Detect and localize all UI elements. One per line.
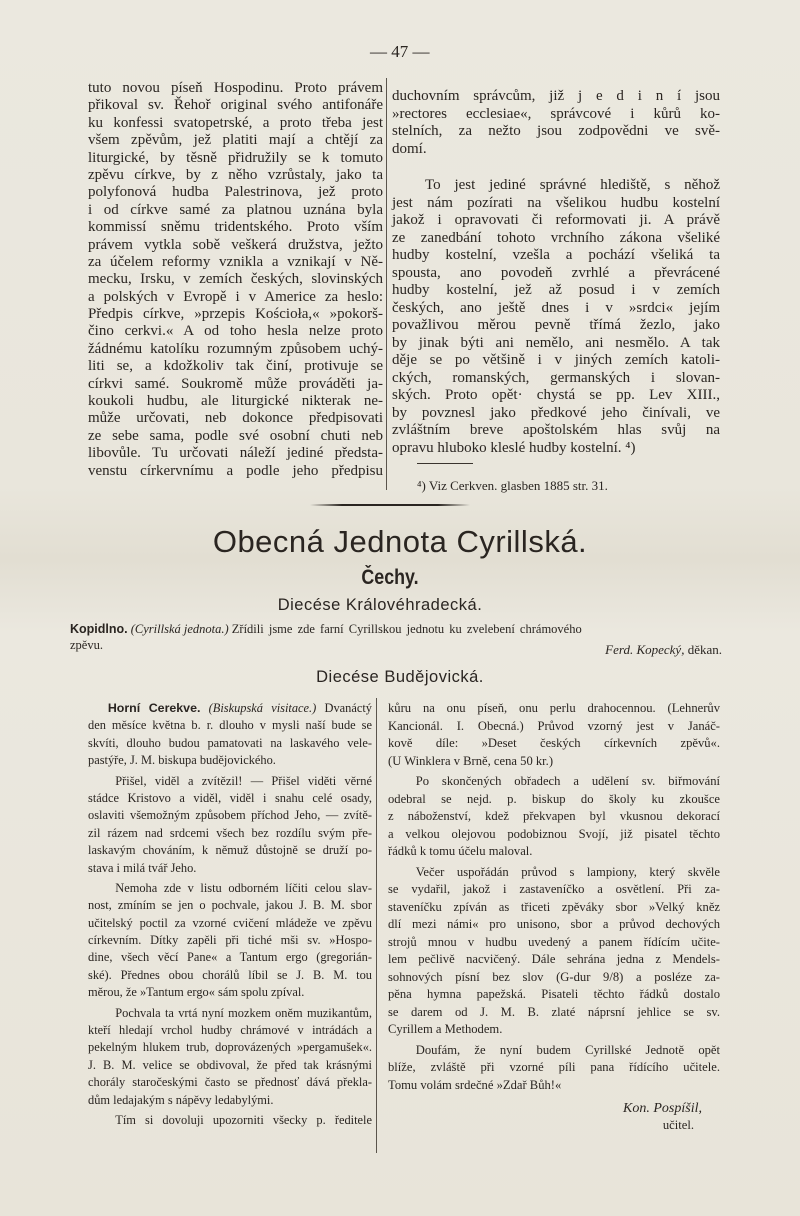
kopidlno-text: Zřídili jsme zde farní Cyrillskou jednotu ku zvelebení chrámového xyxy=(231,622,582,636)
text-line: venstu církervnímu a podle jeho předpisu xyxy=(88,462,383,479)
text-line: Po skončených obřadech a udělení sv. biřmování xyxy=(415,774,720,788)
text-line: dlí mezi námi« pro unisono, sbor a průvod dechových xyxy=(388,917,720,931)
horni-cerekve-first-line xyxy=(88,700,372,717)
text-line: ckých, romanských, germanských i slovan- xyxy=(392,369,720,386)
page-number: — 47 — xyxy=(370,42,430,61)
text-line: Nemoha zde v listu odborném líčiti celou slav- xyxy=(115,880,372,895)
text-line: ze sebe sama, podle své osobní chuti neb xyxy=(88,427,383,444)
paragraph xyxy=(392,88,720,158)
text-line: Doufám, že nyní budem Cyrillské Jednotě opět xyxy=(415,1042,720,1057)
text-line: hudby kostelní, jež až posud i v zemích xyxy=(392,282,720,298)
paragraph xyxy=(88,1112,372,1129)
text-line: církvi samé. Soukromě může prováděti ja- xyxy=(88,375,383,392)
kopidlno-italic: (Cyrillská jednota.) xyxy=(130,622,229,636)
text-line: by jinak býti ani nemělo, ani nesmělo. A tak xyxy=(392,334,720,351)
text-line: zpěvu církve, by z něho vzrůstaly, jako ta xyxy=(88,166,383,183)
signature-role: učitel. xyxy=(662,1118,694,1132)
kopidlno-lead: Kopidlno. xyxy=(70,622,128,636)
text-line: chorály staročeskými často se přednosť dává překla- xyxy=(88,1075,372,1090)
text-line: čino cerkvi.« A od toho hesla nelze proto xyxy=(88,323,383,340)
text-line: ské). Přednes obou chorálů líbil se J. B. M. tou xyxy=(88,967,372,982)
text-line: z náboženství, kdež překvapen byl vkusnou dekorací xyxy=(388,809,720,823)
text-line: skvíti, dlouho budou pamatovati na laskavého vele- xyxy=(88,735,372,750)
paragraph xyxy=(88,1005,372,1109)
text-line: hudby kostelní, vzešla a pochází všeliká ta xyxy=(392,247,720,263)
text-line: Kancionál. I. Obecná.) Průvod vzorný jest v Janáč- xyxy=(388,718,720,733)
text-line: spousta, ano povodeň zvrhlé a převrácené xyxy=(392,264,720,281)
top-right-column xyxy=(392,88,720,476)
text-line: ze zanedbání tohoto vrchního zákona všeliké xyxy=(392,229,720,246)
signature-name: Kon. Pospíšil, xyxy=(623,1101,702,1116)
text-line: kůru na onu píseň, onu perlu drahocennou. (Lehnerův xyxy=(388,701,720,715)
text-line: To jest jediné správné hlediště, s něhož xyxy=(425,177,720,193)
bottom-right-column xyxy=(388,700,720,1134)
text-line: pastýře, J. M. biskupa budějovického. xyxy=(88,753,276,768)
text-line: oslaviti všemožným způsobem příchod Jeho, — zvítě- xyxy=(88,808,372,823)
text-line: libovůle. Tu určovati náleží jediné předsta- xyxy=(88,445,383,462)
text-line: Večer uspořádán průvod s lampiony, který skvěle xyxy=(415,864,720,879)
text-line: žádnému katolíku rozumným způsobem uchý- xyxy=(88,340,383,357)
text-line: může určovati, neb dokonce předpisovati xyxy=(88,410,383,427)
signature xyxy=(388,1100,720,1134)
text-line: mecku, Irsku, v zemích českých, slovinských xyxy=(88,271,383,288)
kopidlno-signature-role: děkan. xyxy=(687,642,722,657)
text-line: jest nám pozírati na všelikou hudbu kostelní xyxy=(392,194,720,211)
text-line: zvláštním breve apoštolském hlas svůj na xyxy=(392,422,720,438)
text-line: nost, zmíním se jen o pochvale, jakou J. B. M. sbor xyxy=(88,898,372,913)
text-line: Pochvala ta vrtá nyní mozkem oněm muzikantům, xyxy=(115,1005,372,1020)
text-line: ských. Proto opět· chystá se pp. Lev XIII., xyxy=(392,387,720,403)
paragraph xyxy=(88,80,383,480)
bottom-left-column xyxy=(88,700,372,1132)
top-left-column xyxy=(88,80,383,483)
column-divider-bottom xyxy=(376,698,377,1153)
diocese-heading-2: Diecése Budějovická. xyxy=(316,668,484,686)
text-line: Tím si dovoluji upozorniti všecky p. ředitele xyxy=(115,1112,372,1127)
text-line: (U Winklera v Brně, cena 50 kr.) xyxy=(388,753,554,768)
paragraph xyxy=(392,177,720,457)
text-line: děje se po většině i v jiných zemích katoli- xyxy=(392,352,720,368)
horni-cerekve-text: Dvanáctý xyxy=(324,701,372,715)
text-line: strojů mnou v hudbu uvedený a panem řídícím učite- xyxy=(388,934,720,949)
text-line: blíže, zvláště při vzorné píli pana řídícího učitele. xyxy=(388,1060,720,1074)
text-line: řádků k tomu účelu maloval. xyxy=(388,844,533,858)
text-line: právem vytkla sobě veškerá družstva, ježto xyxy=(88,236,383,253)
text-line: sohnových písní bez slov (G-dur 9/8) a posléze za- xyxy=(388,969,720,984)
paragraph xyxy=(388,864,720,1039)
text-line: Přišel, viděl a zvítězil! — Přišel viděti věrné xyxy=(115,773,372,788)
horni-cerekve-italic: (Biskupská visitace.) xyxy=(208,701,317,715)
text-line: měrou, že »Tantum ergo« sám spolu zpíval. xyxy=(88,985,305,1000)
text-line: koukoli hudbu, ale liturgické nikterak ne- xyxy=(88,393,383,410)
text-line: se vydařil, jakož i zastaveníčko a osvětlení. Při za- xyxy=(388,882,720,896)
paragraph xyxy=(388,700,720,770)
text-line: liturgické, by těsně přidružily se k tomuto xyxy=(88,149,383,166)
text-line: by povznesl jako předkové jeho činívali, ve xyxy=(392,404,720,421)
text-line: přikoval sv. Řehoř original svého antifonáře xyxy=(88,97,383,114)
paragraph xyxy=(88,773,372,877)
kopidlno-text-2: zpěvu. xyxy=(70,638,103,652)
text-line: církevním. Dítky zapěli při tiché mši sv. »Hospo- xyxy=(88,933,372,948)
text-line: považlivou měrou pevně třímá žezlo, jako xyxy=(392,317,720,333)
footnote-rule xyxy=(417,463,473,464)
text-line: dům ledajakým s nápěvy ledabylými. xyxy=(88,1092,274,1107)
text-line: kově díle: »Deset českých církevních zpěvů«. xyxy=(388,736,720,750)
text-line: duchovním správcům, již j e d i n í jsou xyxy=(392,88,720,104)
text-line: odebral se nejd. p. biskup do školy ku zkoušce xyxy=(388,791,720,806)
text-line: liti se, a kdožkoliv tak činí, protivuje se xyxy=(88,358,383,375)
text-line: den měsíce května b. r. dlouho v mysli naší bude se xyxy=(88,718,372,733)
diocese-heading-1: Diecése Královéhradecká. xyxy=(277,596,483,614)
text-line: ku konfessi svatopetrské, a proto třeba jest xyxy=(88,114,383,131)
text-line: stelních, za nežto jsou zodpovědni ve svě- xyxy=(392,123,720,139)
text-line: zil rázem nad srdcemi všech bez rozdílu svým pře- xyxy=(88,825,372,840)
text-line: Tomu volám srdečné »Zdař Bůh!« xyxy=(388,1077,562,1092)
text-line: staveníčku zpíván as třiceti zpěváky sbor »Velký kněz xyxy=(388,899,720,914)
text-line: se darem od J. M. B. zlaté náprsní jehlice se sv. xyxy=(388,1004,720,1019)
column-divider-top xyxy=(386,78,387,490)
text-line: a velkou olejovou podobiznou Svojí, již pisatel těchto xyxy=(388,826,720,841)
text-line: pekelným hlukem trub, doprovázených »pergamušek«. xyxy=(88,1040,372,1055)
text-line: polyfonová hudba Palestrinova, jež proto xyxy=(88,184,383,201)
paragraph xyxy=(88,717,372,769)
text-line: za účelem reformy vznikla a vznikají v Ně- xyxy=(88,253,383,270)
ornament-rule xyxy=(310,504,470,506)
paragraph xyxy=(88,880,372,1002)
text-line: českých, ano ještě dnes i v »srdci« jejím xyxy=(392,299,720,316)
text-line: tuto novou píseň Hospodinu. Proto právem xyxy=(88,80,383,96)
text-line: laskavým chováním, k němuž důstojně se druží po- xyxy=(88,843,372,858)
country-heading: Čechy. xyxy=(361,566,419,589)
text-line: Předpis církve, »przepis Kościoła,« »pokorš- xyxy=(88,306,383,323)
text-line: jakož i opravovati či reformovati ji. A právě xyxy=(392,212,720,228)
text-line: stava i milá tvář Jeho. xyxy=(88,860,197,875)
kopidlno-signature xyxy=(500,642,722,658)
kopidlno-signature-name: Ferd. Kopecký, xyxy=(605,642,685,657)
text-line: J. B. M. velice se obdivoval, že před tak krásnými xyxy=(88,1057,372,1072)
text-line: domí. xyxy=(392,140,427,157)
text-line: i od církve samé za platnou uznána byla xyxy=(88,201,383,218)
paragraph xyxy=(388,1042,720,1095)
horni-cerekve-lead: Horní Cerekve. xyxy=(107,701,201,715)
footnote: ⁴) Viz Cerkven. glasben 1885 str. 31. xyxy=(417,478,608,493)
paragraph xyxy=(388,773,720,861)
text-line: opravu hluboko kleslé hudby kostelní. ⁴) xyxy=(392,439,636,456)
text-line: učitelský poctil za vzorné cvičení mládeže ve zpěvu xyxy=(88,915,372,930)
text-line: kteří hledají vrchol hudby chrámové v intrádách a xyxy=(88,1023,372,1038)
text-line: a polských v Evropě i v Americe za heslo: xyxy=(88,288,383,305)
text-line: »rectores ecclesiae«, správcové i kůrů ko- xyxy=(392,105,720,122)
text-line: kommissí sněmu tridentského. Proto vším xyxy=(88,219,383,236)
text-line: dine, všech věcí Pane« a Tantum ergo (gregorián- xyxy=(88,950,372,965)
text-line: stádce Kristovo a viděl, viděl i snahu celé osady, xyxy=(88,790,372,805)
text-line: pěna hymna papežská. Pisateli těchto řádků dostalo xyxy=(388,987,720,1001)
section-title: Obecná Jednota Cyrillská. xyxy=(212,524,588,559)
text-line: všem zpěvům, jež platiti mají a chtějí za xyxy=(88,132,383,149)
text-line: Cyrillem a Methodem. xyxy=(388,1022,503,1036)
kopidlno-entry xyxy=(70,622,720,637)
text-line: lem pečlivě nacvičený. Dále sehrána jedna z Mendels- xyxy=(388,952,720,966)
